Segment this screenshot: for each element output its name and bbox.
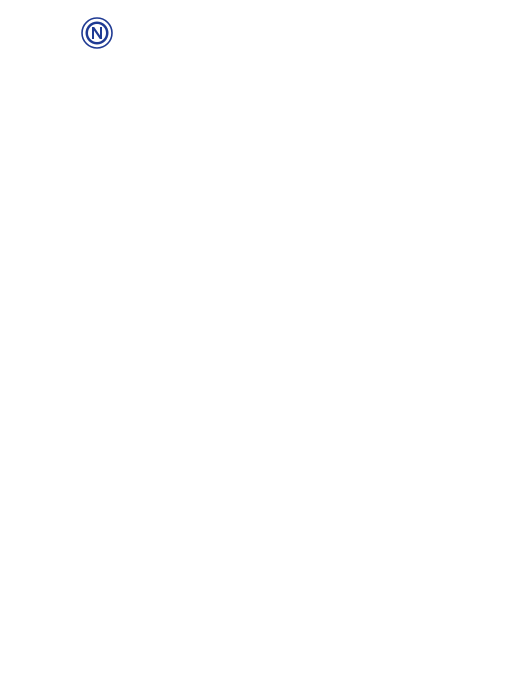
district-logo [81,17,113,49]
